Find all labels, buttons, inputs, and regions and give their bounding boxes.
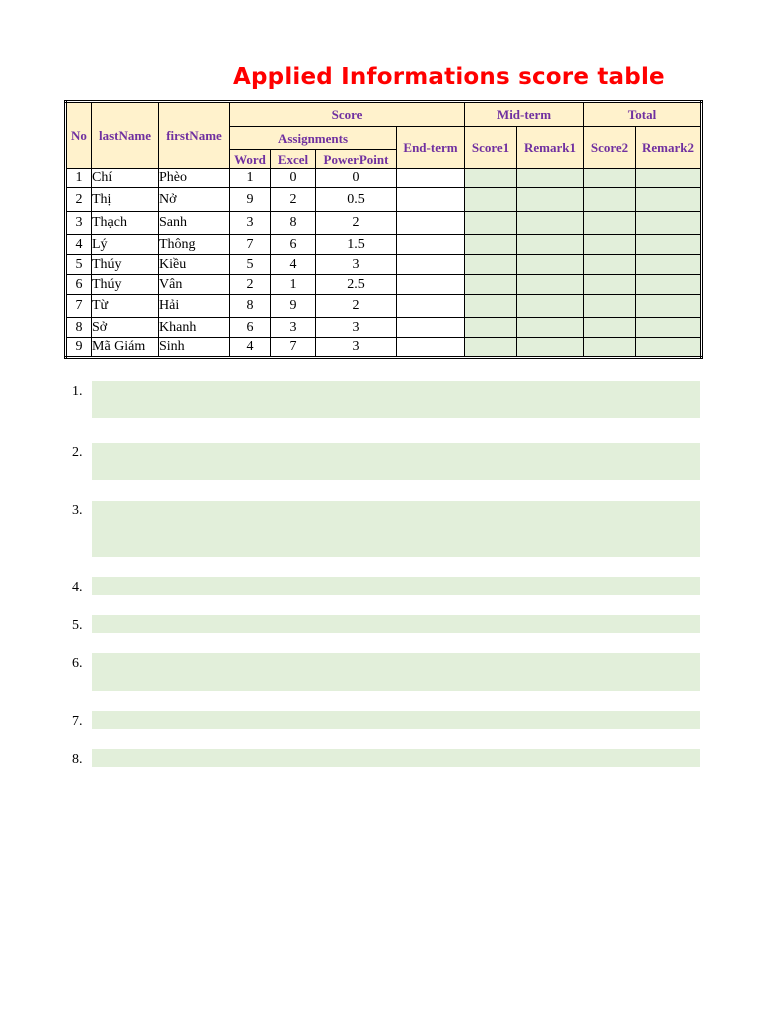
header-powerpoint: PowerPoint	[316, 150, 397, 169]
table-row	[66, 295, 702, 318]
remark1-cell[interactable]	[517, 235, 584, 255]
excel-score-cell[interactable]: 8	[271, 212, 316, 235]
first-name-cell[interactable]: Sanh	[159, 212, 230, 235]
header-midterm: Mid-term	[465, 102, 584, 127]
score1-cell[interactable]	[465, 295, 517, 318]
first-name-cell[interactable]: Thông	[159, 235, 230, 255]
powerpoint-score-cell[interactable]: 2.5	[316, 275, 397, 295]
table-row	[66, 169, 702, 188]
score2-cell[interactable]	[584, 295, 636, 318]
row-number[interactable]: 3	[66, 212, 92, 235]
answer-field[interactable]	[92, 577, 700, 595]
score2-cell[interactable]	[584, 188, 636, 212]
row-number[interactable]: 8	[66, 318, 92, 338]
header-remark2: Remark2	[636, 127, 702, 169]
score-table	[64, 100, 703, 359]
header-total: Total	[584, 102, 702, 127]
remark1-cell[interactable]	[517, 275, 584, 295]
endterm-cell[interactable]	[397, 295, 465, 318]
table-row	[66, 188, 702, 212]
answer-field[interactable]	[92, 381, 700, 418]
answer-field[interactable]	[92, 501, 700, 557]
last-name-cell[interactable]: Mã Giám	[92, 338, 159, 358]
excel-score-cell[interactable]: 1	[271, 275, 316, 295]
remark1-cell[interactable]	[517, 338, 584, 358]
word-score-cell[interactable]: 6	[230, 318, 271, 338]
last-name-cell[interactable]: Thạch	[92, 212, 159, 235]
header-lastname: lastName	[92, 102, 159, 169]
answer-field[interactable]	[92, 615, 700, 633]
score2-cell[interactable]	[584, 169, 636, 188]
score2-cell[interactable]	[584, 275, 636, 295]
last-name-cell[interactable]: Thúy	[92, 275, 159, 295]
excel-score-cell[interactable]: 7	[271, 338, 316, 358]
row-number[interactable]: 6	[66, 275, 92, 295]
last-name-cell[interactable]: Chí	[92, 169, 159, 188]
word-score-cell[interactable]: 4	[230, 338, 271, 358]
row-number[interactable]: 5	[66, 255, 92, 275]
table-row	[66, 275, 702, 295]
row-number[interactable]: 9	[66, 338, 92, 358]
word-score-cell[interactable]: 2	[230, 275, 271, 295]
answer-number: 8.	[72, 752, 83, 767]
endterm-cell[interactable]	[397, 235, 465, 255]
header-remark1: Remark1	[517, 127, 584, 169]
endterm-cell[interactable]	[397, 169, 465, 188]
word-score-cell[interactable]: 5	[230, 255, 271, 275]
remark1-cell[interactable]	[517, 295, 584, 318]
excel-score-cell[interactable]: 6	[271, 235, 316, 255]
table-row	[66, 338, 702, 358]
score-table-body	[66, 169, 702, 358]
table-row	[66, 235, 702, 255]
answer-field[interactable]	[92, 443, 700, 480]
remark2-cell[interactable]	[636, 255, 702, 275]
score2-cell[interactable]	[584, 235, 636, 255]
score1-cell[interactable]	[465, 338, 517, 358]
table-row	[66, 318, 702, 338]
answer-field[interactable]	[92, 711, 700, 729]
last-name-cell[interactable]: Lý	[92, 235, 159, 255]
remark1-cell[interactable]	[517, 188, 584, 212]
last-name-cell[interactable]: Thị	[92, 188, 159, 212]
header-no: No	[66, 102, 92, 169]
remark2-cell[interactable]	[636, 318, 702, 338]
remark1-cell[interactable]	[517, 169, 584, 188]
header-excel: Excel	[271, 150, 316, 169]
excel-score-cell[interactable]: 4	[271, 255, 316, 275]
endterm-cell[interactable]	[397, 338, 465, 358]
powerpoint-score-cell[interactable]: 2	[316, 295, 397, 318]
word-score-cell[interactable]: 3	[230, 212, 271, 235]
word-score-cell[interactable]: 8	[230, 295, 271, 318]
last-name-cell[interactable]: Thúy	[92, 255, 159, 275]
first-name-cell[interactable]: Vân	[159, 275, 230, 295]
score2-cell[interactable]	[584, 255, 636, 275]
answer-number: 2.	[72, 445, 83, 460]
score2-cell[interactable]	[584, 338, 636, 358]
powerpoint-score-cell[interactable]: 3	[316, 255, 397, 275]
answer-number: 4.	[72, 580, 83, 595]
table-row	[66, 255, 702, 275]
score1-cell[interactable]	[465, 255, 517, 275]
score1-cell[interactable]	[465, 212, 517, 235]
endterm-cell[interactable]	[397, 275, 465, 295]
row-number[interactable]: 7	[66, 295, 92, 318]
score2-cell[interactable]	[584, 318, 636, 338]
excel-score-cell[interactable]: 2	[271, 188, 316, 212]
word-score-cell[interactable]: 9	[230, 188, 271, 212]
answer-field[interactable]	[92, 749, 700, 767]
excel-score-cell[interactable]: 9	[271, 295, 316, 318]
remark2-cell[interactable]	[636, 188, 702, 212]
header-assignments: Assignments	[230, 127, 397, 150]
powerpoint-score-cell[interactable]: 2	[316, 212, 397, 235]
answer-number: 5.	[72, 618, 83, 633]
remark2-cell[interactable]	[636, 275, 702, 295]
score1-cell[interactable]	[465, 235, 517, 255]
header-score1: Score1	[465, 127, 517, 169]
excel-score-cell[interactable]: 3	[271, 318, 316, 338]
remark1-cell[interactable]	[517, 318, 584, 338]
endterm-cell[interactable]	[397, 188, 465, 212]
remark2-cell[interactable]	[636, 235, 702, 255]
powerpoint-score-cell[interactable]: 3	[316, 338, 397, 358]
table-row	[66, 212, 702, 235]
answer-number: 3.	[72, 503, 83, 518]
answer-number: 6.	[72, 656, 83, 671]
row-number[interactable]: 2	[66, 188, 92, 212]
remark1-cell[interactable]	[517, 212, 584, 235]
excel-score-cell[interactable]: 0	[271, 169, 316, 188]
header-endterm: End-term	[397, 127, 465, 169]
score2-cell[interactable]	[584, 212, 636, 235]
remark2-cell[interactable]	[636, 212, 702, 235]
header-score: Score	[230, 102, 465, 127]
header-word: Word	[230, 150, 271, 169]
answer-number: 7.	[72, 714, 83, 729]
first-name-cell[interactable]: Nở	[159, 188, 230, 212]
endterm-cell[interactable]	[397, 212, 465, 235]
first-name-cell[interactable]: Sinh	[159, 338, 230, 358]
first-name-cell[interactable]: Kiều	[159, 255, 230, 275]
word-score-cell[interactable]: 1	[230, 169, 271, 188]
powerpoint-score-cell[interactable]: 0.5	[316, 188, 397, 212]
first-name-cell[interactable]: Hải	[159, 295, 230, 318]
page-title: Applied Informations score table	[233, 64, 665, 90]
score1-cell[interactable]	[465, 275, 517, 295]
last-name-cell[interactable]: Từ	[92, 295, 159, 318]
endterm-cell[interactable]	[397, 255, 465, 275]
remark2-cell[interactable]	[636, 338, 702, 358]
answer-field[interactable]	[92, 653, 700, 691]
row-number[interactable]: 4	[66, 235, 92, 255]
powerpoint-score-cell[interactable]: 0	[316, 169, 397, 188]
answer-number: 1.	[72, 384, 83, 399]
powerpoint-score-cell[interactable]: 3	[316, 318, 397, 338]
endterm-cell[interactable]	[397, 318, 465, 338]
row-number[interactable]: 1	[66, 169, 92, 188]
powerpoint-score-cell[interactable]: 1.5	[316, 235, 397, 255]
remark1-cell[interactable]	[517, 255, 584, 275]
header-firstname: firstName	[159, 102, 230, 169]
first-name-cell[interactable]: Khanh	[159, 318, 230, 338]
last-name-cell[interactable]: Sở	[92, 318, 159, 338]
score1-cell[interactable]	[465, 318, 517, 338]
header-score2: Score2	[584, 127, 636, 169]
remark2-cell[interactable]	[636, 169, 702, 188]
first-name-cell[interactable]: Phèo	[159, 169, 230, 188]
score1-cell[interactable]	[465, 169, 517, 188]
score1-cell[interactable]	[465, 188, 517, 212]
remark2-cell[interactable]	[636, 295, 702, 318]
word-score-cell[interactable]: 7	[230, 235, 271, 255]
